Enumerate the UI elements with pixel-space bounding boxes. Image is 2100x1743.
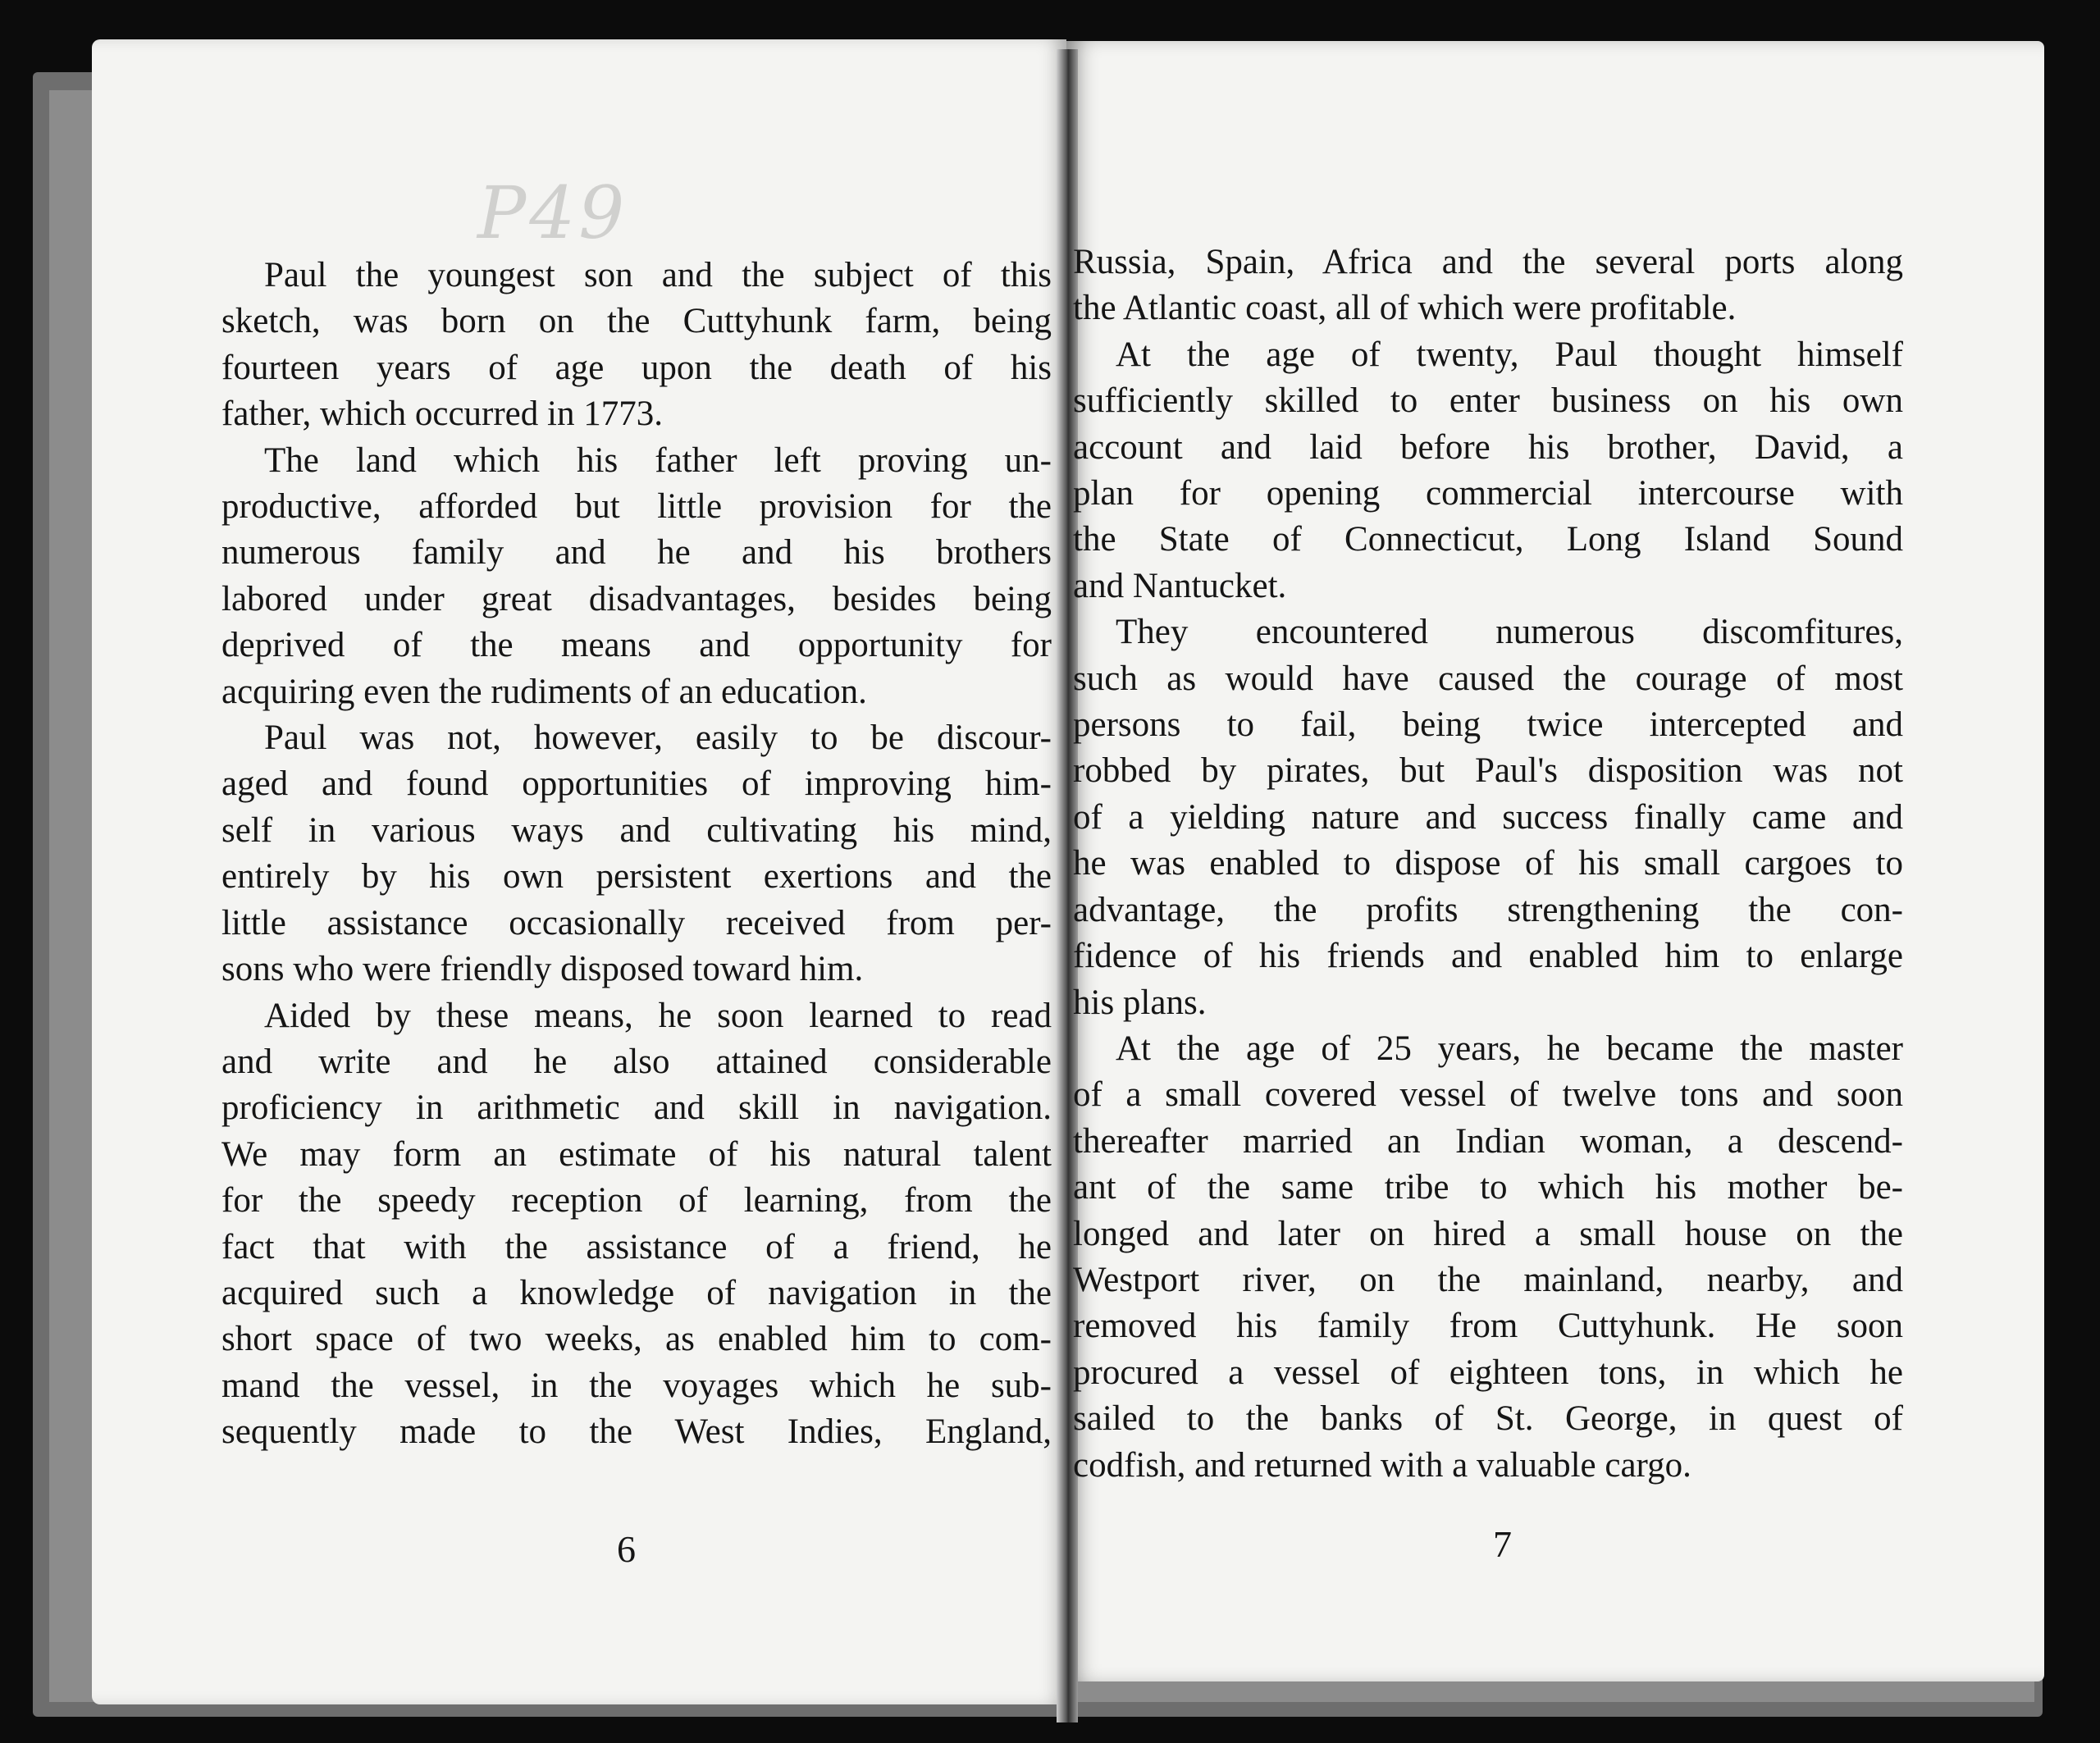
text-line: account and laid before his brother, David, a xyxy=(1073,427,1903,467)
text-line: of a yielding nature and success finally came and xyxy=(1073,797,1903,837)
text-line: sequently made to the West Indies, England, xyxy=(221,1412,1052,1452)
text-line: and write and he also attained considerable xyxy=(221,1042,1052,1081)
text-line: removed his family from Cuttyhunk. He soon xyxy=(1073,1307,1903,1346)
text-line: fourteen years of age upon the death of his xyxy=(221,348,1052,387)
paragraph xyxy=(221,253,1052,438)
text-line: robbed by pirates, but Paul's disposition was not xyxy=(1073,751,1903,791)
text-line: father, which occurred in 1773. xyxy=(221,395,663,434)
paragraph xyxy=(1073,332,1903,609)
text-line: such as would have caused the courage of most xyxy=(1073,659,1903,698)
paragraph xyxy=(221,993,1052,1456)
text-line: procured a vessel of eighteen tons, in which he xyxy=(1073,1353,1903,1392)
text-line: At the age of twenty, Paul thought himself xyxy=(1116,335,1903,374)
text-line: short space of two weeks, as enabled him to com- xyxy=(221,1320,1052,1359)
text-line: Paul was not, however, easily to be discour- xyxy=(264,719,1052,758)
text-line: mand the vessel, in the voyages which he sub- xyxy=(221,1366,1052,1405)
right-page-text xyxy=(1073,240,1903,1489)
text-line: plan for opening commercial intercourse with xyxy=(1073,474,1903,513)
text-line: for the speedy reception of learning, from the xyxy=(221,1181,1052,1221)
page-number-left: 6 xyxy=(617,1528,636,1570)
paragraph xyxy=(1073,240,1903,332)
paragraph xyxy=(221,715,1052,992)
text-line: ant of the same tribe to which his mother be- xyxy=(1073,1168,1903,1207)
text-line: aged and found opportunities of improving him- xyxy=(221,764,1052,804)
text-line: self in various ways and cultivating his mind, xyxy=(221,810,1052,850)
text-line: sons who were friendly disposed toward him. xyxy=(221,950,864,989)
text-line: and Nantucket. xyxy=(1073,566,1287,605)
text-line: persons to fail, being twice intercepted and xyxy=(1073,705,1903,745)
text-line: Aided by these means, he soon learned to read xyxy=(264,996,1052,1035)
text-line: fidence of his friends and enabled him to enlarge xyxy=(1073,937,1903,976)
text-line: Paul the youngest son and the subject of this xyxy=(264,256,1052,294)
paragraph xyxy=(221,438,1052,715)
pencil-annotation: P49 xyxy=(477,171,628,255)
text-line: The land which his father left proving un- xyxy=(264,440,1052,480)
text-line: his plans. xyxy=(1073,983,1207,1022)
text-line: he was enabled to dispose of his small cargoes to xyxy=(1073,844,1903,883)
text-line: Westport river, on the mainland, nearby, and xyxy=(1073,1260,1903,1299)
text-line: entirely by his own persistent exertions and the xyxy=(221,857,1052,897)
text-line: deprived of the means and opportunity for xyxy=(221,626,1052,665)
text-line: of a small covered vessel of twelve tons and soon xyxy=(1073,1075,1903,1115)
text-line: advantage, the profits strengthening the con- xyxy=(1073,890,1903,929)
page-number-right: 7 xyxy=(1493,1523,1512,1565)
text-line: the Atlantic coast, all of which were profitable. xyxy=(1073,289,1737,328)
paragraph xyxy=(1073,609,1903,1026)
text-line: They encountered numerous discomfitures, xyxy=(1116,613,1903,652)
text-line: acquiring even the rudiments of an education. xyxy=(221,672,867,711)
text-line: labored under great disadvantages, besides being xyxy=(221,579,1052,618)
text-line: codfish, and returned with a valuable cargo. xyxy=(1073,1445,1691,1485)
text-line: fact that with the assistance of a friend, he xyxy=(221,1227,1052,1266)
text-line: thereafter married an Indian woman, a descend- xyxy=(1073,1121,1903,1161)
text-line: sufficiently skilled to enter business on his own xyxy=(1073,381,1903,421)
paragraph xyxy=(1073,1026,1903,1489)
text-line: At the age of 25 years, he became the master xyxy=(1116,1029,1903,1068)
text-line: productive, afforded but little provision for the xyxy=(221,487,1052,527)
text-line: the State of Connecticut, Long Island Sound xyxy=(1073,520,1903,559)
text-line: numerous family and he and his brothers xyxy=(221,533,1052,573)
text-line: longed and later on hired a small house on the xyxy=(1073,1214,1903,1253)
text-line: acquired such a knowledge of navigation in the xyxy=(221,1273,1052,1312)
text-line: sailed to the banks of St. George, in quest of xyxy=(1073,1399,1903,1439)
left-page-text xyxy=(221,253,1052,1456)
text-line: We may form an estimate of his natural talent xyxy=(221,1134,1052,1174)
text-line: proficiency in arithmetic and skill in navigation. xyxy=(221,1088,1052,1128)
text-line: Russia, Spain, Africa and the several ports along xyxy=(1073,243,1903,281)
text-line: sketch, was born on the Cuttyhunk farm, being xyxy=(221,302,1052,341)
text-line: little assistance occasionally received from per- xyxy=(221,903,1052,942)
